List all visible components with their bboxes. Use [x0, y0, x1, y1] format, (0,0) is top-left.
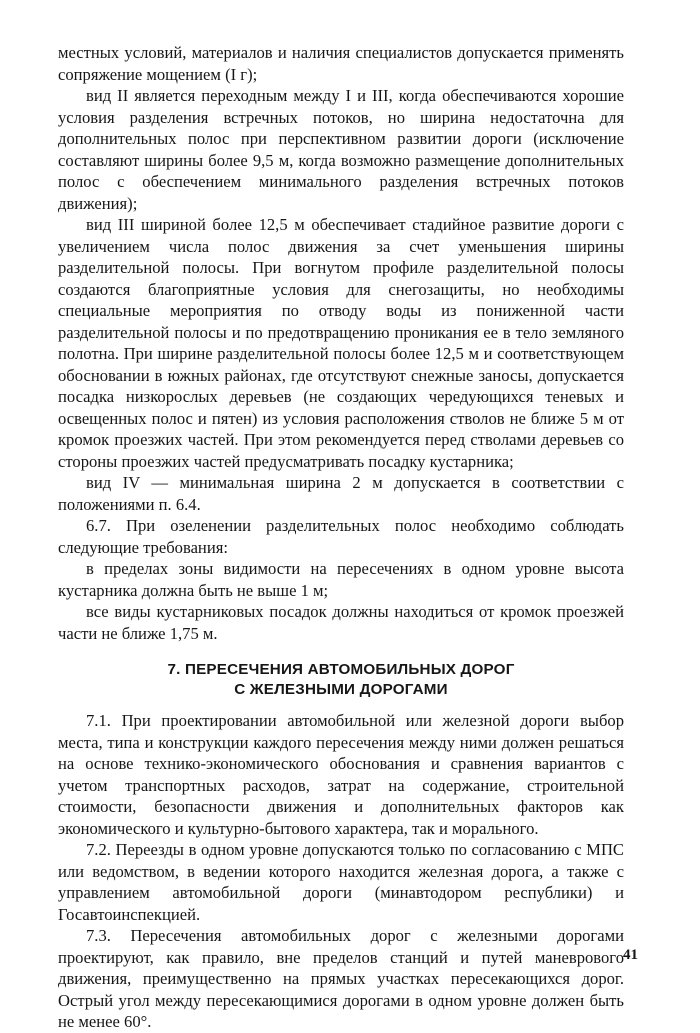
paragraph-type-iv: вид IV — минимальная ширина 2 м допускается в соответствии с положениями п. 6.4.	[58, 473, 624, 514]
paragraph-7-1: 7.1. При проектировании автомобильной или железной дороги выбор места, типа и конструкции каждого пересечения между ними должен решаться на основе технико-экономического обоснования и сравнения вариантов с учетом транспортных расходов, затрат на содержание, строительной стоимости, безопасности движения и дополнительных факторов как экономического и культурно-бытового характера, так и морального.	[58, 711, 624, 838]
paragraph-shrub-distance: все виды кустарниковых посадок должны находиться от кромок проезжей части не ближе 1,75 м.	[58, 602, 624, 643]
page-body	[58, 42, 624, 1033]
page-number: 41	[623, 947, 638, 963]
section-heading-line-2: С ЖЕЛЕЗНЫМИ ДОРОГАМИ	[234, 681, 448, 698]
paragraph-continuation: местных условий, материалов и наличия специалистов допускается применять сопряжение мощением (I г);	[58, 43, 624, 84]
paragraph-7-2: 7.2. Переезды в одном уровне допускаются только по согласованию с МПС или ведомством, в ведении которого находится железная дорога, а также с управлением автомобильной дороги (минавтодором республики) и Госавтоинспекцией.	[58, 840, 624, 924]
paragraph-type-ii: вид II является переходным между I и III, когда обеспечиваются хорошие условия разделения встречных потоков, но ширина недостаточна для дополнительных полос при перспективном развитии дороги (исключение составляют ширины более 9,5 м, когда возможно размещение дополнительных полос с обеспечением минимального разделения встречных потоков движения);	[58, 86, 624, 213]
paragraph-type-iii: вид III шириной более 12,5 м обеспечивает стадийное развитие дороги с увеличением числа полос движения за счет уменьшения ширины разделительной полосы. При вогнутом профиле разделительной полосы создаются благоприятные условия для снегозащиты, но необходимы специальные мероприятия по отводу воды из пониженной части разделительной полосы и по предотвращению проникания ее в тело земляного полотна. При ширине разделительной полосы более 12,5 м и соответствующем обосновании в южных районах, где отсутствуют снежные заносы, допускается посадка низкорослых деревьев (не создающих чередующихся теневых и освещенных полос и пятен) из условия расположения стволов не ближе 5 м от кромок проезжих частей. При этом рекомендуется перед стволами деревьев со стороны проезжих частей предусматривать посадку кустарника;	[58, 215, 624, 471]
section-heading	[58, 660, 624, 700]
paragraph-6-7: 6.7. При озеленении разделительных полос необходимо соблюдать следующие требования:	[58, 516, 624, 557]
section-heading-line-1: 7. ПЕРЕСЕЧЕНИЯ АВТОМОБИЛЬНЫХ ДОРОГ	[167, 661, 515, 678]
paragraph-visibility-zone: в пределах зоны видимости на пересечениях в одном уровне высота кустарника должна быть не выше 1 м;	[58, 559, 624, 600]
paragraph-7-3: 7.3. Пересечения автомобильных дорог с железными дорогами проектируют, как правило, вне пределов станций и путей маневрового движения, преимущественно на прямых участках пересекающихся дорог. Острый угол между пересекающимися дорогами в одном уровне должен быть не менее 60°.	[58, 926, 624, 1031]
